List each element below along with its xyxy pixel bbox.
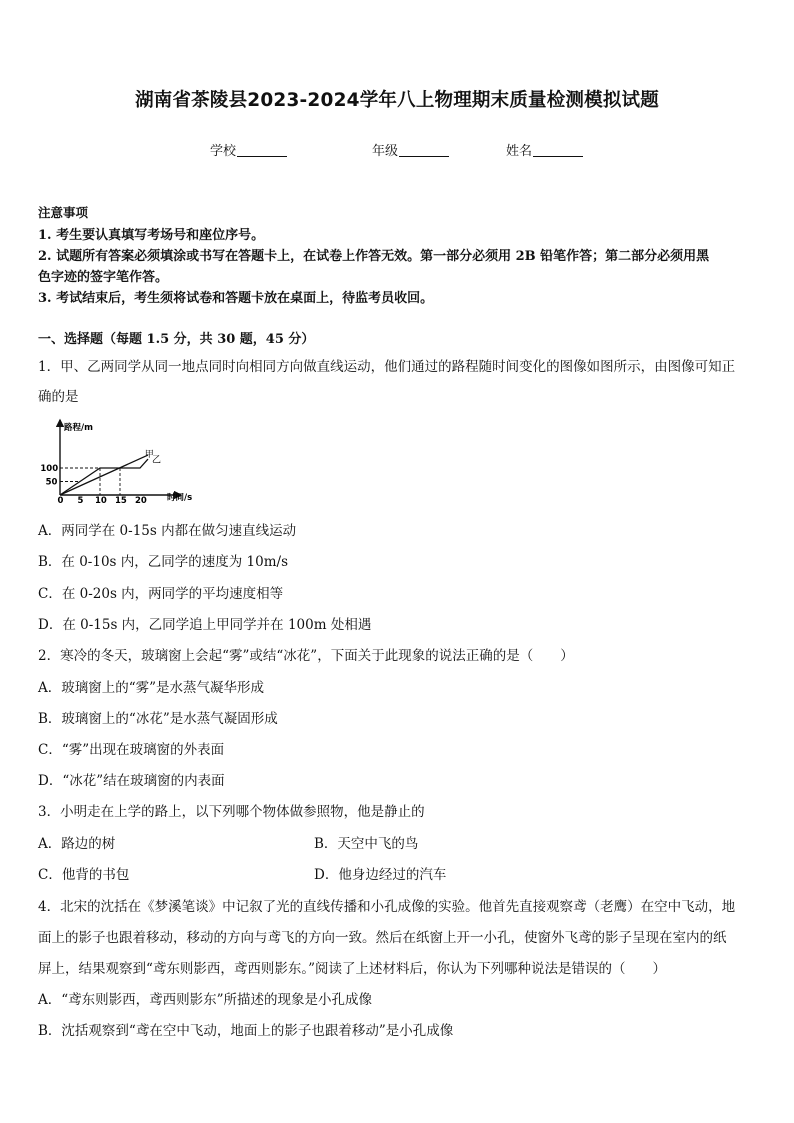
q2-option-b[interactable]: B．玻璃窗上的“冰花”是水蒸气凝固形成 xyxy=(38,711,278,727)
x-tick-label: 5 xyxy=(77,496,84,506)
q3-option-d[interactable]: D．他身边经过的汽车 xyxy=(314,867,447,883)
series-label-yi: 乙 xyxy=(152,455,162,466)
q1-option-c[interactable]: C．在 0-20s 内，两同学的平均速度相等 xyxy=(38,586,284,602)
series-label-jia: 甲 xyxy=(144,450,154,461)
q3-option-b[interactable]: B．天空中飞的鸟 xyxy=(314,836,419,852)
q1-option-d[interactable]: D．在 0-15s 内，乙同学追上甲同学并在 100m 处相遇 xyxy=(38,617,372,633)
series-line-jia xyxy=(60,455,148,495)
note-item: 3. 考试结束后，考生须将试卷和答题卡放在桌面上，待监考员收回。 xyxy=(38,291,434,306)
q3-option-a[interactable]: A．路边的树 xyxy=(38,836,116,852)
notes-heading: 注意事项 xyxy=(38,205,89,220)
y-axis-label: 路程/m xyxy=(64,423,93,433)
name-label: 姓名 xyxy=(506,144,533,159)
note-item: 色字迹的签字笔作答。 xyxy=(38,270,169,285)
x-tick-label: 10 xyxy=(95,496,107,506)
section-heading: 一、选择题（每题 1.5 分，共 30 题，45 分） xyxy=(38,332,315,347)
note-item: 2. 试题所有答案必须填涂或书写在答题卡上，在试卷上作答无效。第一部分必须用 2B 铅笔作答；第二部分必须用黑 xyxy=(38,249,710,264)
q4-stem-line: 面上的影子也跟着移动，移动的方向与鸢飞的方向一致。然后在纸窗上开一小孔，使窗外飞鸢的影子呈现在室内的纸 xyxy=(38,930,727,946)
school-field xyxy=(210,140,287,159)
q1-stem-line1: 1．甲、乙两同学从同一地点同时向相同方向做直线运动，他们通过的路程随时间变化的图像如图所示，由图像可知正 xyxy=(38,359,736,375)
q1-option-b[interactable]: B．在 0-10s 内，乙同学的速度为 10m/s xyxy=(38,554,289,570)
school-blank[interactable] xyxy=(237,142,287,157)
grade-blank[interactable] xyxy=(399,142,449,157)
q1-option-a[interactable]: A．两同学在 0-15s 内都在做匀速直线运动 xyxy=(38,523,297,539)
y-tick-label: 100 xyxy=(40,464,59,474)
y-tick-label: 50 xyxy=(45,477,58,488)
grade-field xyxy=(372,140,449,159)
q2-option-d[interactable]: D．“冰花”结在玻璃窗的内表面 xyxy=(38,773,225,789)
q4-stem-line: 屏上，结果观察到“鸢东则影西，鸢西则影东。”阅读了上述材料后，你认为下列哪种说法是错误的（ ） xyxy=(38,961,667,977)
x-tick-label: 0 xyxy=(57,496,64,506)
distance-time-chart xyxy=(38,414,193,506)
name-blank[interactable] xyxy=(533,142,583,157)
school-label: 学校 xyxy=(210,144,237,159)
q2-stem: 2．寒冷的冬天，玻璃窗上会起“雾”或结“冰花”，下面关于此现象的说法正确的是（ ） xyxy=(38,648,574,664)
q2-option-c[interactable]: C．“雾”出现在玻璃窗的外表面 xyxy=(38,742,225,758)
q2-option-a[interactable]: A．玻璃窗上的“雾”是水蒸气凝华形成 xyxy=(38,680,265,696)
grade-label: 年级 xyxy=(372,144,399,159)
name-field xyxy=(506,140,583,159)
q1-stem-line2: 确的是 xyxy=(38,389,79,405)
x-axis-label: 时间/s xyxy=(167,493,193,503)
q3-option-c[interactable]: C．他背的书包 xyxy=(38,867,130,883)
x-tick-label: 20 xyxy=(135,496,147,506)
page-title: 湖南省茶陵县2023-2024学年八上物理期末质量检测模拟试题 xyxy=(135,90,659,111)
q3-stem: 3．小明走在上学的路上，以下列哪个物体做参照物，他是静止的 xyxy=(38,804,425,820)
q4-option-a[interactable]: A．“鸢东则影西，鸢西则影东”所描述的现象是小孔成像 xyxy=(38,992,373,1008)
q4-stem-line: 4．北宋的沈括在《梦溪笔谈》中记叙了光的直线传播和小孔成像的实验。他首先直接观察鸢（老鹰）在空中飞动，地 xyxy=(38,899,736,915)
x-tick-label: 15 xyxy=(115,496,127,506)
q4-option-b[interactable]: B．沈括观察到“鸢在空中飞动，地面上的影子也跟着移动”是小孔成像 xyxy=(38,1023,454,1039)
note-item: 1. 考生要认真填写考场号和座位序号。 xyxy=(38,228,265,243)
